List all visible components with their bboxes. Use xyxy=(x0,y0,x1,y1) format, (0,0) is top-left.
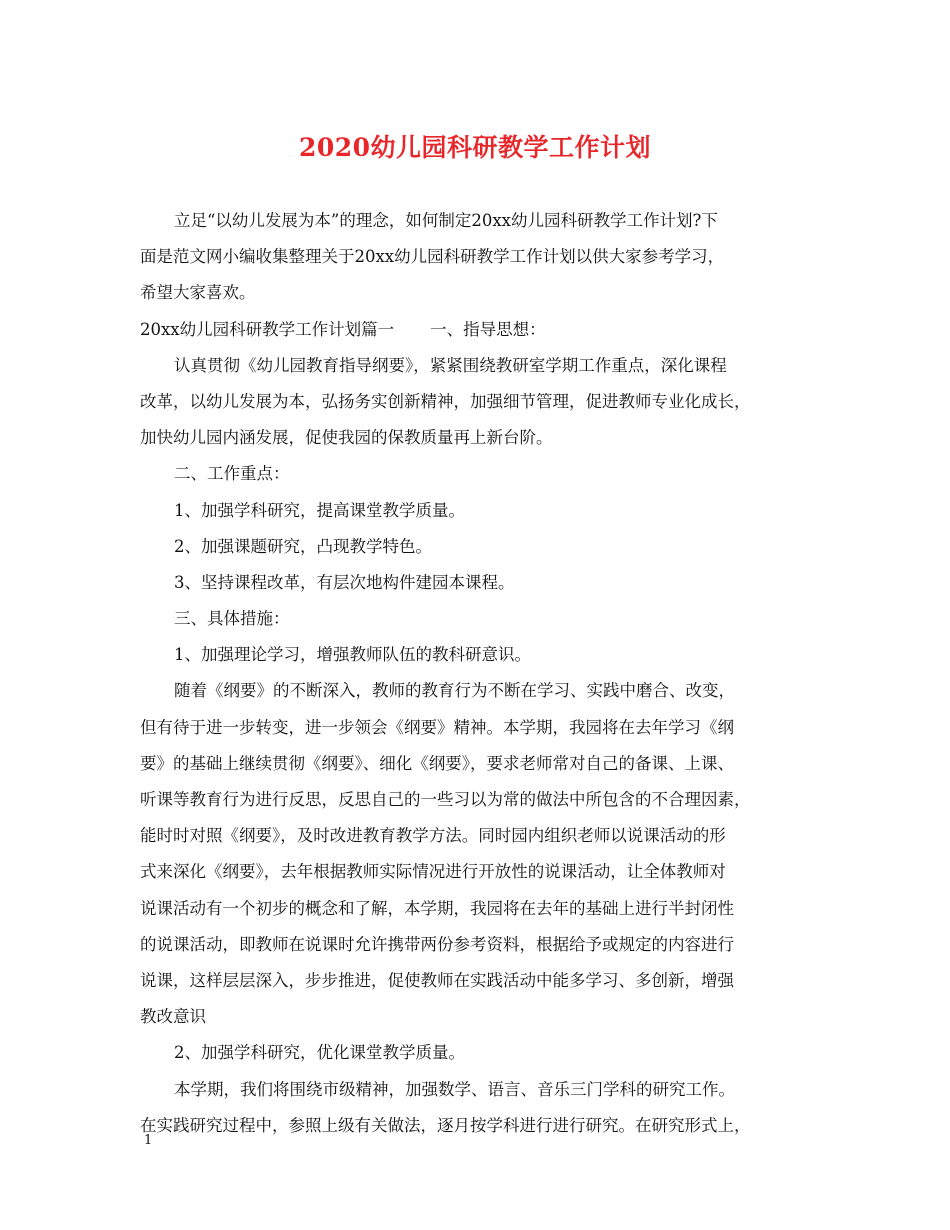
text-line: 在实践研究过程中，参照上级有关做法，逐月按学科进行进行研究。在研究形式上， xyxy=(140,1115,751,1135)
text-line: 随着《纲要》的不断深入，教师的教育行为不断在学习、实践中磨合、改变， xyxy=(174,681,735,701)
text-line: 认真贯彻《幼儿园教育指导纲要》，紧紧围绕教研室学期工作重点，深化课程 xyxy=(174,355,727,375)
page-number: 1 xyxy=(144,1133,153,1148)
text-line: 但有待于进一步转变，进一步领会《纲要》精神。本学期，我园将在去年学习《纲 xyxy=(140,717,734,737)
text-line: 2、加强课题研究，凸现教学特色。 xyxy=(174,536,432,556)
text-line: 教改意识 xyxy=(140,1007,206,1027)
text-line xyxy=(140,312,820,348)
text-line: 3、坚持课程改革，有层次地构件建园本课程。 xyxy=(174,572,515,592)
text-line: 三、具体措施： xyxy=(174,609,290,629)
text-line: 听课等教育行为进行反思，反思自己的一些习以为常的做法中所包含的不合理因素， xyxy=(140,790,751,809)
text-line: 本学期，我们将围绕市级精神，加强数学、语言、音乐三门学科的研究工作。 xyxy=(174,1079,735,1099)
text-line: 说课，这样层层深入，步步推进，促使教师在实践活动中能多学习、多创新，增强 xyxy=(140,970,734,990)
text-line: 要》的基础上继续贯彻《纲要》、细化《纲要》，要求老师常对自己的备课、上课、 xyxy=(140,753,734,773)
text-line: 希望大家喜欢。 xyxy=(140,283,256,303)
text-line: 改革，以幼儿发展为本，弘扬务实创新精神，加强细节管理，促进教师专业化成长， xyxy=(140,391,751,411)
document-title: 2020幼儿园科研教学工作计划 xyxy=(298,133,652,162)
text-line: 1、加强学科研究，提高课堂教学质量。 xyxy=(174,500,465,520)
text-line: 能时时对照《纲要》，及时改进教育教学方法。同时园内组织老师以说课活动的形 xyxy=(140,826,726,846)
section-label: 20xx幼儿园科研教学工作计划篇一 xyxy=(140,319,395,339)
section-heading: 一、指导思想： xyxy=(430,319,546,339)
text-line: 立足“以幼儿发展为本”的理念，如何制定20xx幼儿园科研教学工作计划?下 xyxy=(174,211,718,230)
text-line: 说课活动有一个初步的概念和了解，本学期，我园将在去年的基础上进行半封闭性 xyxy=(140,898,734,918)
text-line: 面是范文网小编收集整理关于20xx幼儿园科研教学工作计划以供大家参考学习， xyxy=(140,247,725,267)
text-line: 1、加强理论学习，增强教师队伍的教科研意识。 xyxy=(174,645,531,665)
document-body xyxy=(140,203,820,1144)
text-line: 加快幼儿园内涵发展，促使我园的保教质量再上新台阶。 xyxy=(140,428,553,448)
text-line: 2、加强学科研究，优化课堂教学质量。 xyxy=(174,1043,465,1063)
text-line: 二、工作重点： xyxy=(174,464,290,484)
text-line: 的说课活动，即教师在说课时允许携带两份参考资料，根据给予或规定的内容进行 xyxy=(140,934,734,954)
text-line: 式来深化《纲要》，去年根据教师实际情况进行开放性的说课活动，让全体教师对 xyxy=(140,862,726,882)
